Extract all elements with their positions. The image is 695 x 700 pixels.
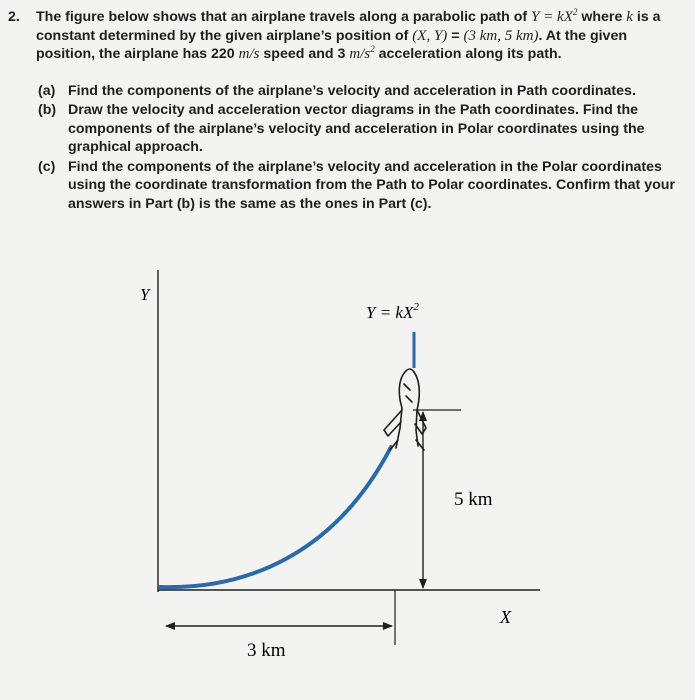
part-text: Find the components of the airplane’s velocity and acceleration in Path coordinates.	[68, 82, 636, 99]
part-text: Find the components of the airplane’s velocity and acceleration in the Polar coordinates using the coordinate transformation from the Path to Polar coordinates. Confirm that your answers in Part (b) is the same as the ones in Part (c).	[68, 158, 675, 212]
x-axis-label: X	[500, 607, 511, 627]
path-equation: $Y = kX^2$	[531, 7, 578, 25]
position-variables: (X, Y)	[412, 27, 448, 44]
curve-equation-label: $Y = kX^2$	[366, 301, 419, 322]
part-label: (b)	[38, 102, 57, 118]
parabolic-path	[160, 447, 391, 587]
acceleration-unit: $m/s^2$	[349, 44, 375, 62]
problem-number: 2.	[8, 9, 20, 25]
speed-unit: m/s	[238, 46, 260, 62]
part-label: (c)	[38, 158, 56, 175]
part-text: Draw the velocity and acceleration vector diagrams in the Path coordinates. Find the components of the airplane’s velocity and acceleration in Polar coordinates using the graphical approach.	[68, 102, 645, 155]
width-label: 3 km	[247, 640, 286, 661]
height-label: 5 km	[454, 489, 493, 510]
problem-stem: The figure below shows that an airplane travels along a parabolic path of $Y = kX^2$ where k is a constant determined by the given airplane’s position of (X, Y) = (3 km, 5 km). At the given position, the airplane has 220 m/s speed and 3 $m/s^2$ acceleration along its path.	[36, 7, 661, 62]
position-values: (3 km, 5 km)	[463, 27, 539, 44]
y-axis-label: Y	[140, 285, 150, 304]
part-label: (a)	[38, 82, 56, 99]
